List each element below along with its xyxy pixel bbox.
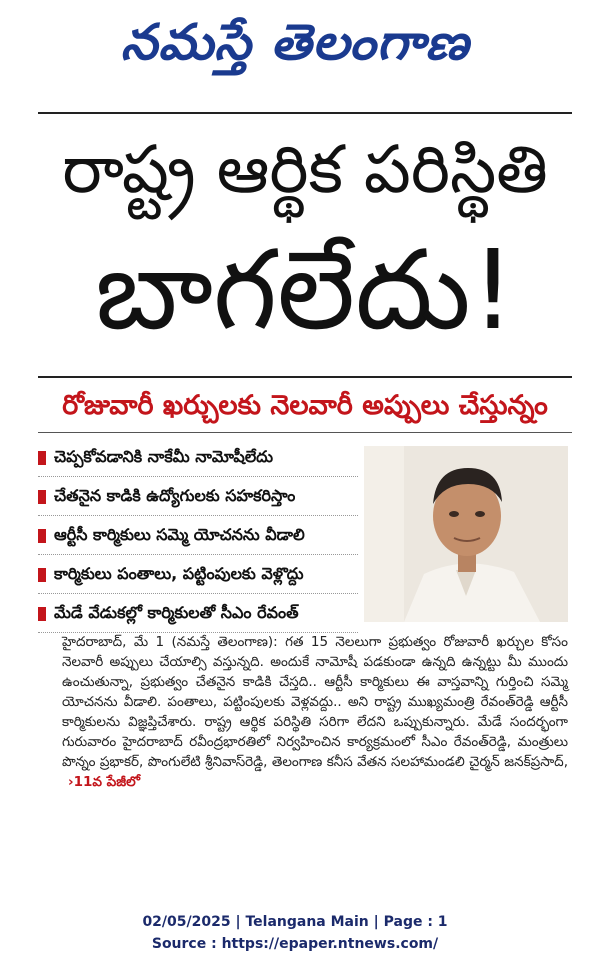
bullet-marker-icon xyxy=(38,490,46,504)
bullet-item xyxy=(38,440,358,477)
bullet-marker-icon xyxy=(38,451,46,465)
bullet-text: కార్మికులు పంతాలు, పట్టింపులకు వెళ్లొద్దు xyxy=(54,563,304,583)
headline-line2: బాగలేదు! xyxy=(95,226,515,354)
bullet-text: చేతనైన కాడికి ఉద్యోగులకు సహకరిస్తాం xyxy=(54,485,296,505)
masthead-title: నమస్తే తెలంగాణ xyxy=(120,14,470,72)
bullet-marker-icon xyxy=(38,568,46,582)
headline-line1: రాష్ట్ర ఆర్థిక పరిస్థితి xyxy=(62,131,548,208)
footer-source: Source : https://epaper.ntnews.com/ xyxy=(151,936,439,952)
divider-top xyxy=(38,112,572,114)
article-body xyxy=(62,632,568,792)
portrait-illustration xyxy=(364,446,568,622)
bullet-item xyxy=(38,518,358,555)
bullet-text: మేడే వేడుకల్లో కార్మికులతో సీఎం రేవంత్ xyxy=(54,602,299,622)
bullet-item xyxy=(38,557,358,594)
divider-subhead xyxy=(38,432,572,433)
bullet-text: చెప్పకోవడానికి నాకేమీ నామోషీలేదు xyxy=(54,446,273,466)
continued-on-page: ›11వ పేజీలో xyxy=(68,774,141,790)
masthead xyxy=(0,8,590,78)
cm-photo xyxy=(364,446,568,622)
bullet-list xyxy=(38,440,358,635)
bullet-marker-icon xyxy=(38,529,46,543)
subheadline: రోజువారీ ఖర్చులకు నెలవారీ అప్పులు చేస్తున్నం xyxy=(62,390,548,421)
article-body-text: హైదరాబాద్, మే 1 (నమస్తే తెలంగాణ): గత 15 నెలలుగా ప్రభుత్వం రోజువారీ ఖర్చుల కోసం నెలవారీ అప్పులు చేయాల్సి వస్తున్నది. అందుకే నామోషీ పడకుండా ఉన్నది ఉన్నట్టు మీ ముందు ఉంచుతున్నా, ప్రభుత్వం చేతనైన కాడికి చేస్తది.. ఆర్టీసీ కార్మికులు ఈ వాస్తవాన్ని గుర్తించి సమ్మె యోచనను వీడాలి. పంతాలు, పట్టింపులకు వెళ్లవద్దు.. అని రాష్ట్ర ముఖ్యమంత్రి రేవంత్‌రెడ్డి ఆర్టీసీ కార్మికులను విజ్ఞప్తిచేశారు. రాష్ట్ర ఆర్థిక పరిస్థితి సరిగా లేదని ఒప్పుకున్నారు. మేడే సందర్భంగా గురువారం హైదరాబాద్ రవీంద్రభారతిలో నిర్వహించిన కార్యక్రమంలో సీఎం రేవంత్‌రెడ్డి, మంత్రులు పొన్నం ప్రభాకర్, పొంగులేటి శ్రీనివాస్‌రెడ్డి, తెలంగాణ కనీస వేతన సలహామండలి చైర్మన్ జనక్‌ప్రసాద్, xyxy=(62,634,568,770)
divider-middle xyxy=(38,376,572,378)
bullet-marker-icon xyxy=(38,607,46,621)
footer-date-edition: 02/05/2025 | Telangana Main | Page : 1 xyxy=(142,914,448,930)
bullet-item xyxy=(38,479,358,516)
bullet-text: ఆర్టీసీ కార్మికులు సమ్మె యోచనను వీడాలి xyxy=(54,524,305,544)
bullet-item xyxy=(38,596,358,633)
